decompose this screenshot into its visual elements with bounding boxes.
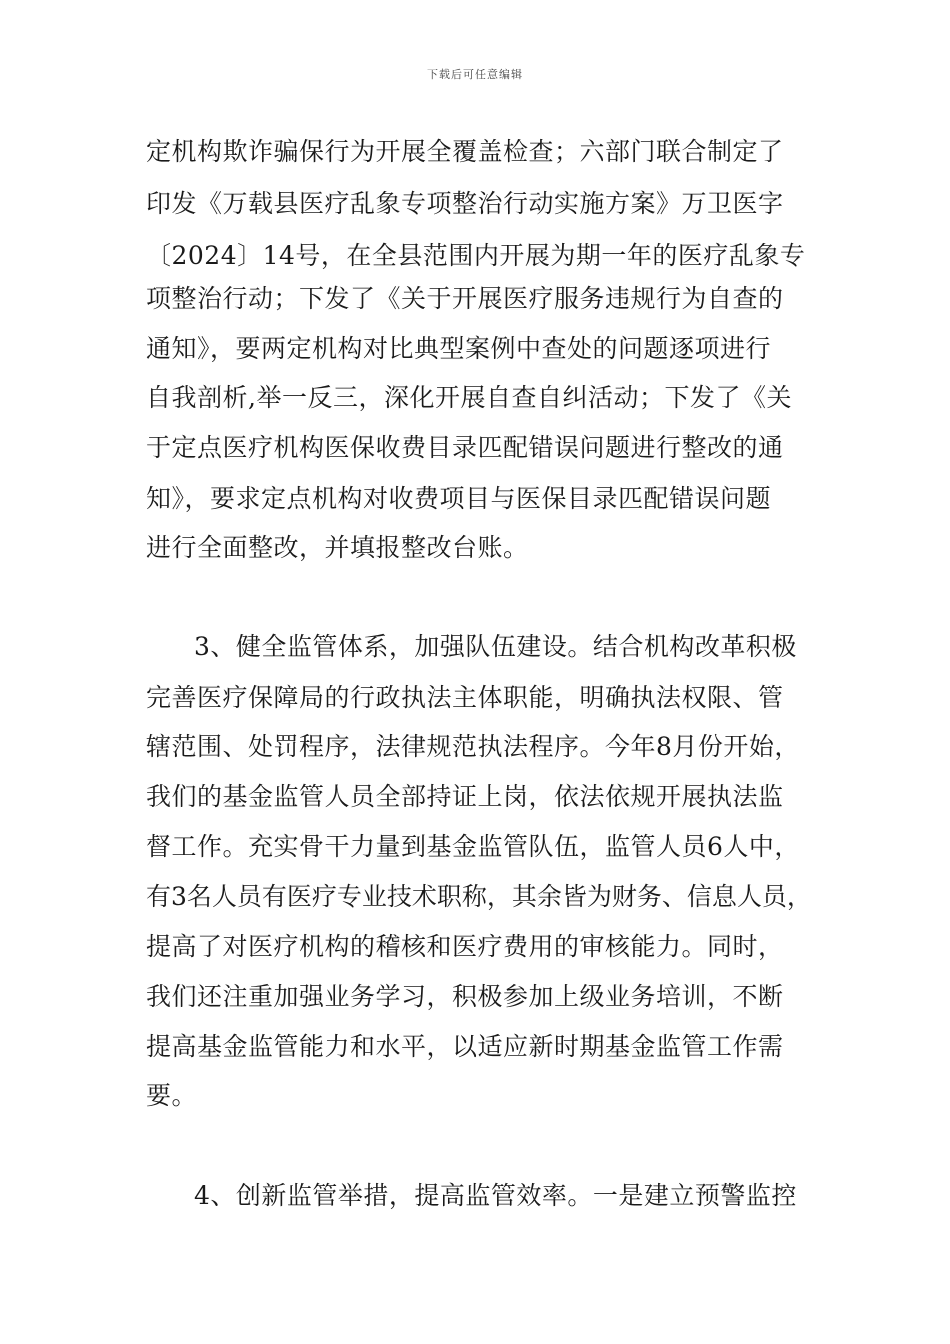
text-line: 辖范围、处罚程序，法律规范执法程序。今年8月份开始， [146, 732, 800, 761]
text-line: 定机构欺诈骗保行为开展全覆盖检查；六部门联合制定了 [146, 137, 784, 166]
text-line: 提高了对医疗机构的稽核和医疗费用的审核能力。同时， [146, 932, 784, 961]
text-line: 我们还注重加强业务学习，积极参加上级业务培训，不断 [146, 982, 784, 1011]
text-line: 提高基金监管能力和水平，以适应新时期基金监管工作需 [146, 1032, 784, 1061]
paragraph-first-line: 4、创新监管举措，提高监管效率。一是建立预警监控 [194, 1181, 797, 1210]
text-line: 有3名人员有医疗专业技术职称，其余皆为财务、信息人员， [146, 882, 812, 911]
text-line: 自我剖析,举一反三，深化开展自查自纠活动；下发了《关 [146, 383, 792, 412]
paragraph-first-line: 3、健全监管体系，加强队伍建设。结合机构改革积极 [194, 632, 797, 661]
text-line: 项整治行动；下发了《关于开展医疗服务违规行为自查的 [146, 284, 784, 313]
text-line: 督工作。充实骨干力量到基金监管队伍，监管人员6人中， [146, 832, 800, 861]
text-line: 印发《万载县医疗乱象专项整治行动实施方案》万卫医字 [146, 189, 784, 218]
text-line: 通知》，要两定机构对比典型案例中查处的问题逐项进行 [146, 334, 772, 363]
text-line: 〔2024〕14号，在全县范围内开展为期一年的医疗乱象专 [146, 241, 806, 270]
page-header: 下载后可任意编辑 [427, 68, 523, 81]
text-line: 进行全面整改，并填报整改台账。 [146, 533, 529, 562]
text-line: 完善医疗保障局的行政执法主体职能，明确执法权限、管 [146, 683, 784, 712]
text-line: 于定点医疗机构医保收费目录匹配错误问题进行整改的通 [146, 433, 784, 462]
text-line: 我们的基金监管人员全部持证上岗，依法依规开展执法监 [146, 782, 784, 811]
text-line: 知》，要求定点机构对收费项目与医保目录匹配错误问题 [146, 484, 772, 513]
text-line: 要。 [146, 1081, 198, 1110]
